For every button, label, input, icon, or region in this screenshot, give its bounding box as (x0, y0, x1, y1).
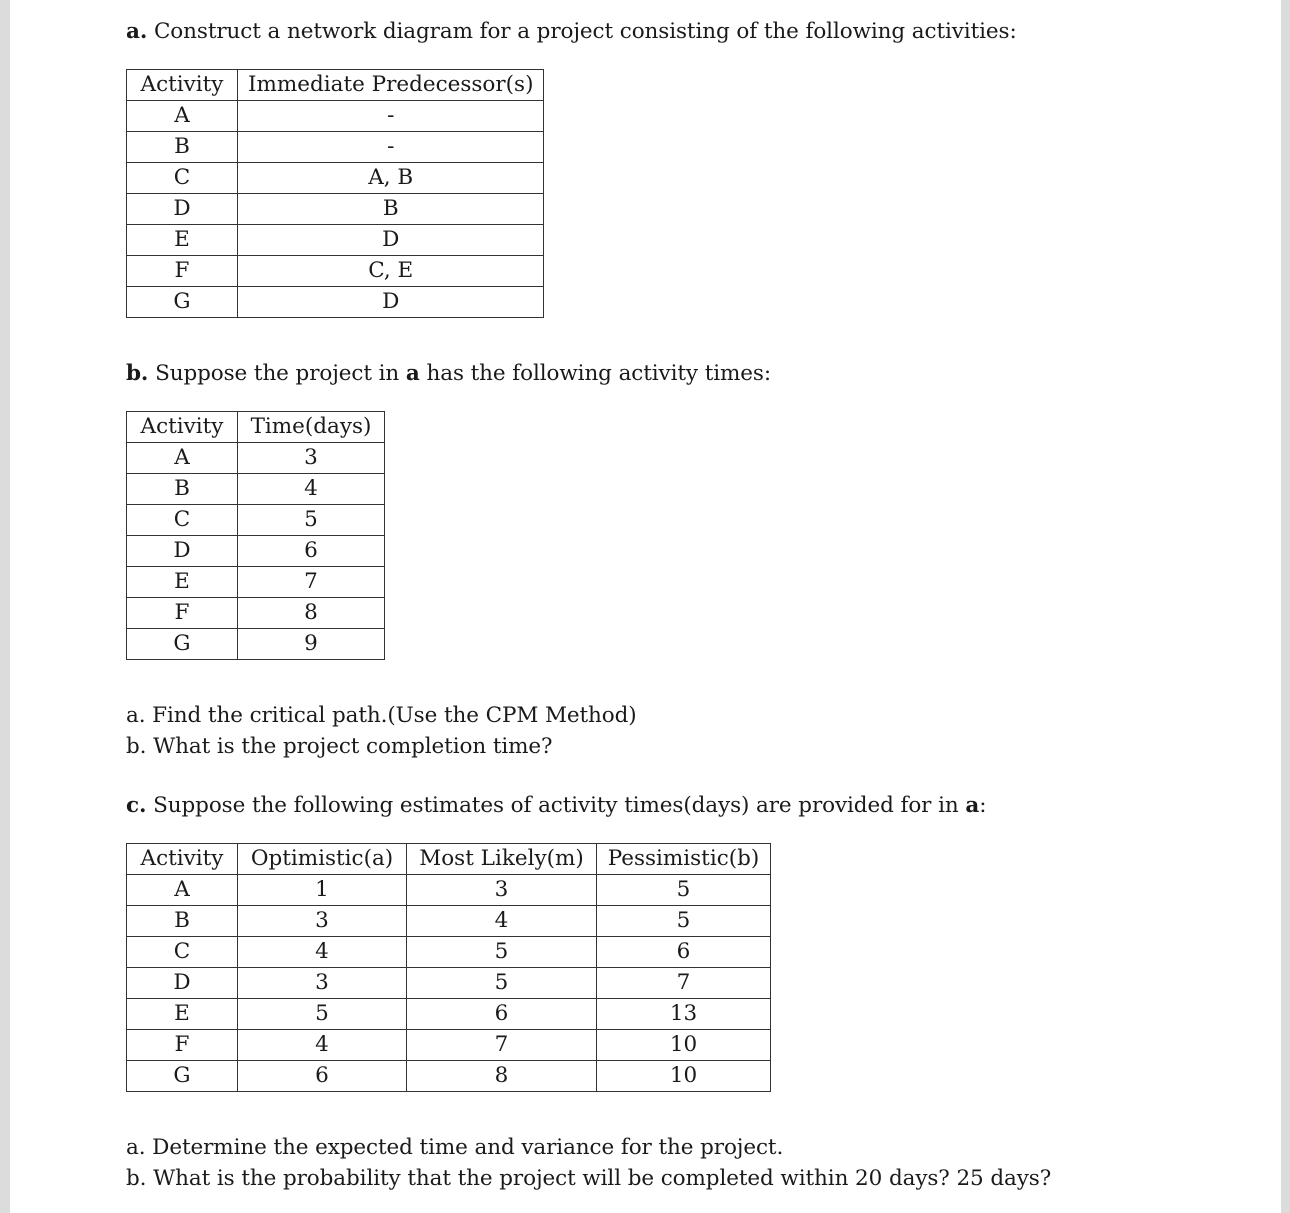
time-cell: 3 (238, 443, 385, 474)
optimistic-cell: 5 (238, 999, 407, 1030)
pessimistic-cell: 7 (597, 968, 771, 999)
activity-cell: G (127, 629, 238, 660)
activity-cell: G (127, 287, 238, 318)
part-b-text-after: has the following activity times: (426, 361, 772, 386)
optimistic-cell: 3 (238, 968, 407, 999)
table-row (127, 256, 544, 287)
table-row (127, 937, 771, 968)
question-probability: b. What is the probability that the project will be completed within 20 days? 25 days? (126, 1166, 1052, 1191)
column-header: Pessimistic(b) (597, 844, 771, 875)
table-row (127, 567, 385, 598)
column-header: Most Likely(m) (407, 844, 597, 875)
most-likely-cell: 8 (407, 1061, 597, 1092)
column-header: Activity (127, 70, 238, 101)
table-row (127, 1030, 771, 1061)
column-header: Activity (127, 844, 238, 875)
question-completion-time: b. What is the project completion time? (126, 734, 553, 759)
predecessor-cell: - (238, 101, 544, 132)
optimistic-cell: 1 (238, 875, 407, 906)
table-row (127, 225, 544, 256)
part-a-intro (126, 16, 1017, 47)
table-row (127, 629, 385, 660)
activity-cell: E (127, 999, 238, 1030)
table-row (127, 536, 385, 567)
part-c-text-after: : (979, 793, 987, 818)
table-header-row (127, 844, 771, 875)
optimistic-cell: 4 (238, 1030, 407, 1061)
column-header: Time(days) (238, 412, 385, 443)
activity-cell: A (127, 443, 238, 474)
activity-cell: A (127, 101, 238, 132)
activity-cell: E (127, 225, 238, 256)
table-row (127, 505, 385, 536)
activity-times-table (126, 411, 385, 660)
most-likely-cell: 4 (407, 906, 597, 937)
predecessor-cell: A, B (238, 163, 544, 194)
pessimistic-cell: 6 (597, 937, 771, 968)
part-b-label: b. (126, 361, 149, 386)
column-header: Activity (127, 412, 238, 443)
part-a-text: Construct a network diagram for a project consisting of the following activities: (153, 19, 1017, 44)
time-cell: 7 (238, 567, 385, 598)
estimates-table (126, 843, 771, 1092)
activity-cell: B (127, 132, 238, 163)
activity-cell: C (127, 505, 238, 536)
predecessor-cell: D (238, 225, 544, 256)
optimistic-cell: 3 (238, 906, 407, 937)
activity-cell: D (127, 968, 238, 999)
activity-cell: B (127, 474, 238, 505)
part-c-text-before: Suppose the following estimates of activity times(days) are provided for in (153, 793, 959, 818)
question-critical-path: a. Find the critical path.(Use the CPM Method) (126, 703, 637, 728)
table-row (127, 443, 385, 474)
part-b-questions (126, 700, 637, 762)
table-row (127, 194, 544, 225)
column-header: Optimistic(a) (238, 844, 407, 875)
part-b-text-before: Suppose the project in (155, 361, 400, 386)
part-c-ref: a (965, 793, 980, 818)
column-header: Immediate Predecessor(s) (238, 70, 544, 101)
pessimistic-cell: 10 (597, 1030, 771, 1061)
predecessor-cell: C, E (238, 256, 544, 287)
table-header-row (127, 412, 385, 443)
table-header-row (127, 70, 544, 101)
table-row (127, 132, 544, 163)
optimistic-cell: 4 (238, 937, 407, 968)
pessimistic-cell: 5 (597, 906, 771, 937)
table-row (127, 875, 771, 906)
table-row (127, 906, 771, 937)
part-a-label: a. (126, 19, 148, 44)
table-row (127, 163, 544, 194)
pessimistic-cell: 13 (597, 999, 771, 1030)
activity-cell: A (127, 875, 238, 906)
time-cell: 6 (238, 536, 385, 567)
optimistic-cell: 6 (238, 1061, 407, 1092)
time-cell: 4 (238, 474, 385, 505)
time-cell: 8 (238, 598, 385, 629)
predecessor-table (126, 69, 544, 318)
activity-cell: F (127, 1030, 238, 1061)
part-b-ref: a (405, 361, 420, 386)
most-likely-cell: 3 (407, 875, 597, 906)
most-likely-cell: 6 (407, 999, 597, 1030)
part-c-questions (126, 1132, 1051, 1194)
table-row (127, 598, 385, 629)
table-row (127, 474, 385, 505)
activity-cell: E (127, 567, 238, 598)
table-row (127, 101, 544, 132)
most-likely-cell: 7 (407, 1030, 597, 1061)
table-row (127, 999, 771, 1030)
part-c-label: c. (126, 793, 147, 818)
activity-cell: C (127, 163, 238, 194)
activity-cell: F (127, 598, 238, 629)
predecessor-cell: B (238, 194, 544, 225)
predecessor-cell: D (238, 287, 544, 318)
activity-cell: D (127, 536, 238, 567)
table-row (127, 1061, 771, 1092)
time-cell: 5 (238, 505, 385, 536)
pessimistic-cell: 10 (597, 1061, 771, 1092)
part-c-intro (126, 790, 986, 821)
predecessor-cell: - (238, 132, 544, 163)
most-likely-cell: 5 (407, 968, 597, 999)
table-row (127, 968, 771, 999)
question-expected-time: a. Determine the expected time and variance for the project. (126, 1135, 784, 1160)
activity-cell: B (127, 906, 238, 937)
most-likely-cell: 5 (407, 937, 597, 968)
activity-cell: D (127, 194, 238, 225)
time-cell: 9 (238, 629, 385, 660)
activity-cell: F (127, 256, 238, 287)
pessimistic-cell: 5 (597, 875, 771, 906)
document-page (10, 0, 1281, 1213)
part-b-intro (126, 358, 771, 389)
table-row (127, 287, 544, 318)
activity-cell: G (127, 1061, 238, 1092)
activity-cell: C (127, 937, 238, 968)
